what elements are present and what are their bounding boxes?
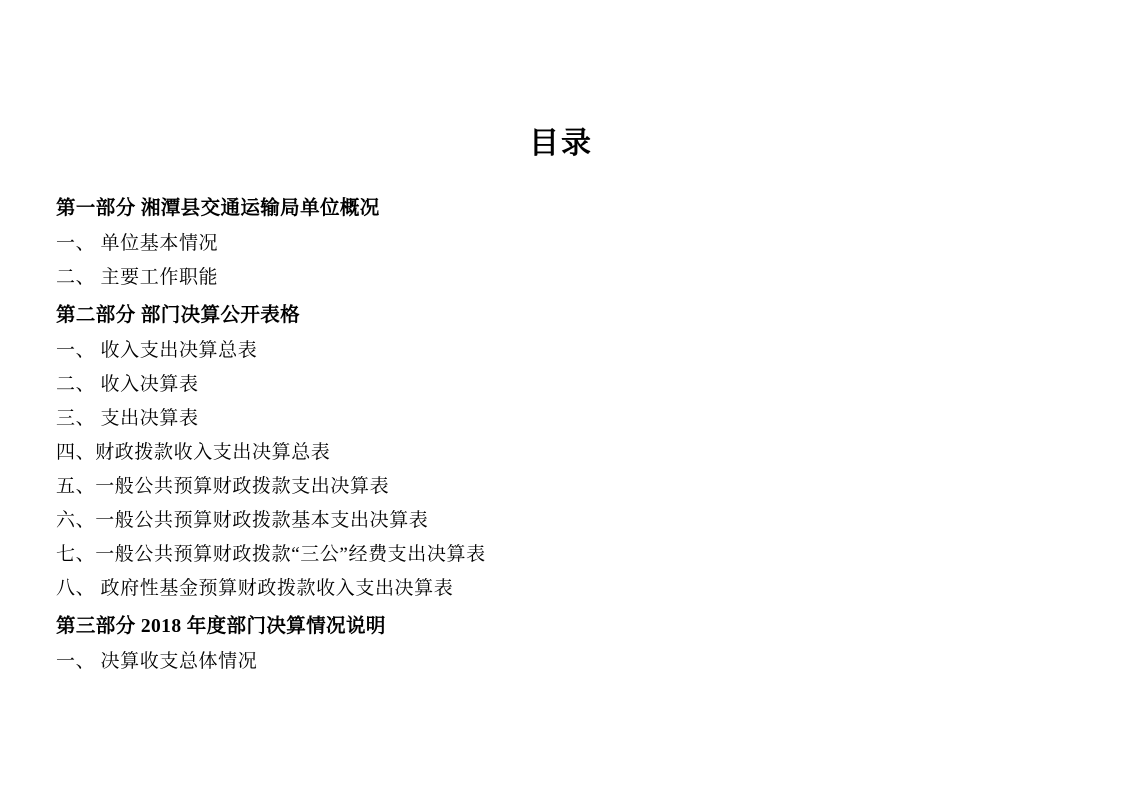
toc-item: 二、 收入决算表 xyxy=(56,374,199,395)
toc-item: 五、一般公共预算财政拨款支出决算表 xyxy=(56,476,390,497)
toc-item: 一、 单位基本情况 xyxy=(56,233,219,254)
toc-item: 三、 支出决算表 xyxy=(56,408,199,429)
toc-item: 二、 主要工作职能 xyxy=(56,267,219,288)
toc-section-heading: 第三部分 2018 年度部门决算情况说明 xyxy=(56,616,386,637)
toc-section-heading: 第一部分 湘潭县交通运输局单位概况 xyxy=(56,198,380,219)
toc-item: 一、 收入支出决算总表 xyxy=(56,340,258,361)
table-of-contents xyxy=(0,162,1122,679)
toc-section-heading: 第二部分 部门决算公开表格 xyxy=(56,305,301,326)
page-title: 目录 xyxy=(529,127,593,160)
toc-item: 四、财政拨款收入支出决算总表 xyxy=(56,442,331,463)
toc-item: 六、一般公共预算财政拨款基本支出决算表 xyxy=(56,510,429,531)
toc-item: 八、 政府性基金预算财政拨款收入支出决算表 xyxy=(56,578,454,599)
toc-item: 七、一般公共预算财政拨款“三公”经费支出决算表 xyxy=(56,544,486,565)
toc-item: 一、 决算收支总体情况 xyxy=(56,651,258,672)
